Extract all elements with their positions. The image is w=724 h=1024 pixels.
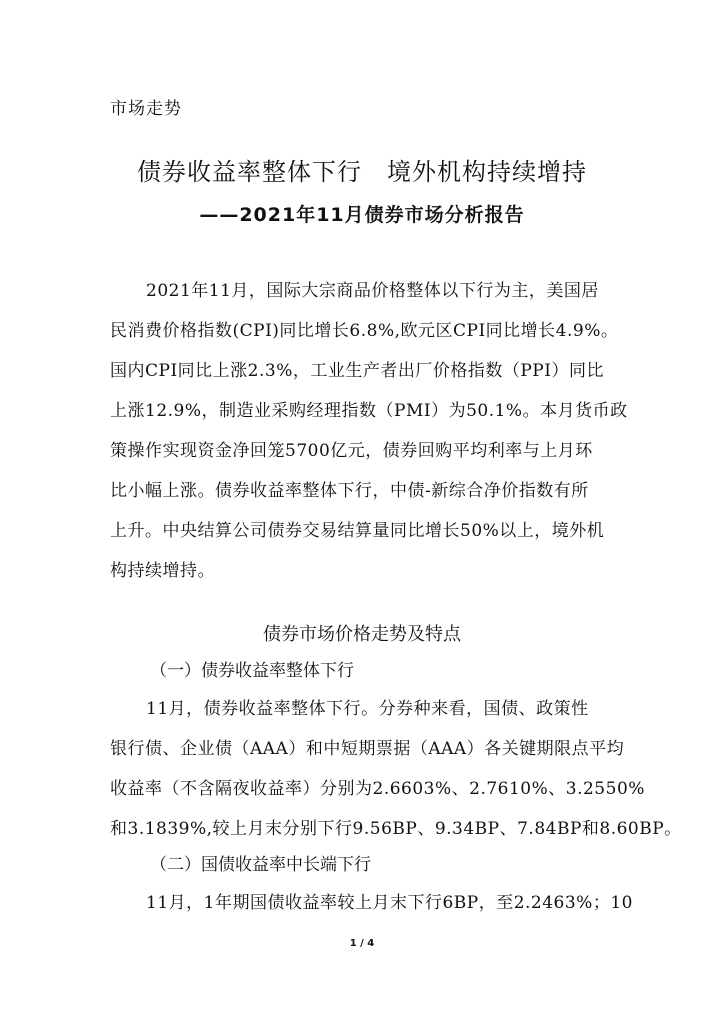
subsection-heading-1: （一）债券收益率整体下行	[150, 661, 354, 681]
report-title: 债券收益率整体下行 境外机构持续增持	[137, 158, 587, 186]
paragraph-line: 比小幅上涨。债券收益率整体下行，中债-新综合净价指数有所	[110, 481, 589, 501]
paragraph-line: 11月，1年期国债收益率较上月末下行6BP，至2.2463%；10	[146, 893, 633, 913]
paragraph-line: 11月，债券收益率整体下行。分券种来看，国债、政策性	[146, 699, 589, 719]
paragraph-line: 民消费价格指数(CPI)同比增长6.8%,欧元区CPI同比增长4.9%。	[110, 321, 619, 341]
paragraph-line: 构持续增持。	[110, 561, 215, 581]
subsection-heading-2: （二）国债收益率中长端下行	[150, 855, 371, 875]
report-subtitle: ——2021年11月债券市场分析报告	[199, 204, 525, 226]
paragraph-line: 策操作实现资金净回笼5700亿元，债券回购平均利率与上月环	[110, 441, 593, 461]
paragraph-line: 国内CPI同比上涨2.3%，工业生产者出厂价格指数（PPI）同比	[110, 361, 604, 381]
paragraph-line: 上涨12.9%，制造业采购经理指数（PMI）为50.1%。本月货币政	[110, 401, 628, 421]
paragraph-line: 收益率（不含隔夜收益率）分别为2.6603%、2.7610%、3.2550%	[110, 779, 645, 799]
paragraph-line: 2021年11月，国际大宗商品价格整体以下行为主，美国居	[146, 281, 599, 301]
section-heading: 债券市场价格走势及特点	[263, 624, 461, 645]
category-label: 市场走势	[110, 99, 182, 119]
page-number: 1 / 4	[349, 938, 375, 949]
paragraph-line: 银行债、企业债（AAA）和中短期票据（AAA）各关键期限点平均	[110, 739, 625, 759]
paragraph-line: 上升。中央结算公司债券交易结算量同比增长50%以上，境外机	[110, 521, 605, 541]
paragraph-line: 和3.1839%,较上月末分别下行9.56BP、9.34BP、7.84BP和8.60BP。	[110, 819, 682, 839]
